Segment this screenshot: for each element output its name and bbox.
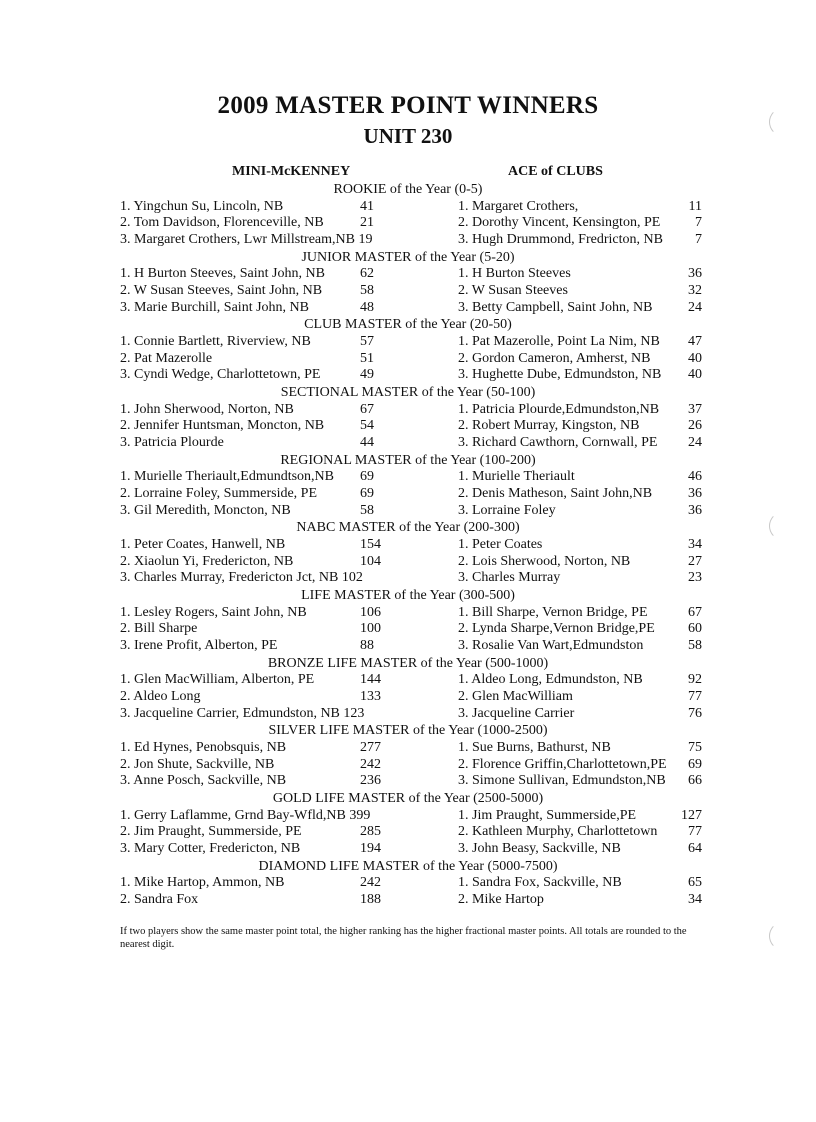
- winner-row: [0, 503, 816, 520]
- winner-row: [0, 215, 816, 232]
- mini-mckenney-winner-name: 2. Pat Mazerolle: [120, 350, 213, 366]
- section-title: ROOKIE of the Year (0-5): [333, 182, 483, 197]
- ace-of-clubs-winner-name: 2. Glen MacWilliam: [458, 688, 573, 704]
- mini-mckenney-winner-name: 1. John Sherwood, Norton, NB: [120, 401, 294, 417]
- ace-of-clubs-points: 24: [688, 299, 702, 315]
- mini-mckenney-points: 104: [360, 553, 381, 569]
- winner-row: [0, 334, 816, 351]
- mini-mckenney-points: 58: [360, 502, 374, 518]
- mini-mckenney-winner-name: 2. W Susan Steeves, Saint John, NB: [120, 282, 323, 298]
- ace-of-clubs-points: 32: [688, 282, 702, 298]
- section-title: CLUB MASTER of the Year (20-50): [304, 317, 512, 333]
- ace-of-clubs-winner-name: 1. Bill Sharpe, Vernon Bridge, PE: [458, 604, 648, 620]
- award-section: [0, 452, 816, 520]
- mini-mckenney-winner-name: 3. Irene Profit, Alberton, PE: [120, 637, 278, 653]
- ace-of-clubs-winner-name: 1. Sue Burns, Bathurst, NB: [458, 739, 611, 755]
- ace-of-clubs-points: 92: [688, 672, 702, 688]
- punch-hole-mark: [769, 108, 796, 136]
- ace-of-clubs-winner-name: 3. Simone Sullivan, Edmundston,NB: [458, 773, 666, 789]
- mini-mckenney-points: 236: [360, 773, 381, 789]
- ace-of-clubs-points: 7: [695, 215, 702, 231]
- ace-of-clubs-points: 36: [688, 502, 702, 518]
- ace-of-clubs-points: 23: [688, 570, 702, 586]
- mini-mckenney-points: 106: [360, 604, 381, 620]
- ace-of-clubs-points: 60: [688, 621, 702, 637]
- ace-of-clubs-winner-name: 1. Patricia Plourde,Edmundston,NB: [458, 401, 660, 417]
- mini-mckenney-winner-name: 3. Patricia Plourde: [120, 434, 224, 450]
- mini-mckenney-points: 285: [360, 824, 381, 840]
- ace-of-clubs-points: 66: [688, 773, 702, 789]
- award-section: [0, 858, 816, 909]
- award-section: [0, 722, 816, 790]
- ace-of-clubs-winner-name: 2. Florence Griffin,Charlottetown,PE: [458, 756, 667, 772]
- mini-mckenney-winner-name: 1. Yingchun Su, Lincoln, NB: [120, 198, 284, 214]
- mini-mckenney-winner-name: 2. Jim Praught, Summerside, PE: [120, 824, 302, 840]
- winner-row: [0, 418, 816, 435]
- mini-mckenney-winner-name: 2. Sandra Fox: [120, 891, 199, 907]
- award-section: [0, 655, 816, 723]
- winner-row: [0, 351, 816, 368]
- column-header-ace-of-clubs: ACE of CLUBS: [508, 164, 603, 179]
- ace-of-clubs-winner-name: 1. H Burton Steeves: [458, 266, 571, 282]
- ace-of-clubs-winner-name: 1. Sandra Fox, Sackville, NB: [458, 875, 622, 891]
- mini-mckenney-winner-name: 1. Murielle Theriault,Edmundtson,NB: [120, 469, 334, 485]
- mini-mckenney-winner-name: 2. Tom Davidson, Florenceville, NB: [120, 215, 324, 231]
- winner-row: [0, 199, 816, 216]
- winner-row: [0, 570, 816, 587]
- section-title: LIFE MASTER of the Year (300-500): [301, 587, 515, 603]
- mini-mckenney-winner-name: 3. Marie Burchill, Saint John, NB: [120, 299, 309, 315]
- ace-of-clubs-points: 69: [688, 756, 702, 772]
- section-title: BRONZE LIFE MASTER of the Year (500-1000): [267, 655, 549, 671]
- winner-row: [0, 824, 816, 841]
- winner-row: [0, 300, 816, 317]
- ace-of-clubs-points: 34: [688, 891, 702, 907]
- mini-mckenney-winner-name: 2. Jennifer Huntsman, Moncton, NB: [120, 418, 325, 434]
- mini-mckenney-winner-name: 2. Aldeo Long: [120, 688, 201, 704]
- winner-row: [0, 283, 816, 300]
- mini-mckenney-points: 21: [360, 215, 374, 231]
- ace-of-clubs-winner-name: 1. Murielle Theriault: [458, 469, 575, 485]
- mini-mckenney-winner-name: 3. Gil Meredith, Moncton, NB: [120, 502, 291, 518]
- ace-of-clubs-points: 26: [688, 418, 702, 434]
- mini-mckenney-points: 242: [360, 756, 381, 772]
- winner-row: [0, 554, 816, 571]
- winner-row: [0, 875, 816, 892]
- winner-row: [0, 672, 816, 689]
- ace-of-clubs-winner-name: 3. John Beasy, Sackville, NB: [458, 840, 621, 856]
- ace-of-clubs-points: 64: [688, 840, 702, 856]
- mini-mckenney-winner-name: 2. Bill Sharpe: [120, 621, 198, 637]
- winner-row: [0, 605, 816, 622]
- ace-of-clubs-points: 76: [688, 705, 702, 721]
- ace-of-clubs-winner-name: 2. Lois Sherwood, Norton, NB: [458, 553, 631, 569]
- award-section: [0, 316, 816, 384]
- mini-mckenney-points: 88: [360, 637, 374, 653]
- winner-row: [0, 402, 816, 419]
- ace-of-clubs-points: 7: [695, 231, 702, 247]
- ace-of-clubs-points: 77: [688, 688, 702, 704]
- mini-mckenney-points: 242: [360, 875, 381, 891]
- mini-mckenney-winner-name: 3. Anne Posch, Sackville, NB: [120, 773, 287, 789]
- ace-of-clubs-points: 24: [688, 434, 702, 450]
- mini-mckenney-points: 49: [360, 367, 374, 383]
- mini-mckenney-winner-name: 2. Lorraine Foley, Summerside, PE: [120, 485, 318, 501]
- mini-mckenney-winner-name: 3. Margaret Crothers, Lwr Millstream,NB 19: [120, 231, 373, 247]
- mini-mckenney-winner-name: 1. Lesley Rogers, Saint John, NB: [120, 604, 307, 620]
- ace-of-clubs-points: 77: [688, 824, 702, 840]
- mini-mckenney-points: 69: [360, 485, 374, 501]
- ace-of-clubs-points: 127: [681, 807, 702, 823]
- mini-mckenney-winner-name: 1. Ed Hynes, Penobsquis, NB: [120, 739, 287, 755]
- winner-row: [0, 469, 816, 486]
- page-subtitle: UNIT 230: [363, 124, 453, 148]
- mini-mckenney-points: 154: [360, 536, 381, 552]
- winner-row: [0, 266, 816, 283]
- ace-of-clubs-winner-name: 1. Peter Coates: [458, 536, 543, 552]
- winner-row: [0, 808, 816, 825]
- winner-row: [0, 367, 816, 384]
- mini-mckenney-winner-name: 1. Glen MacWilliam, Alberton, PE: [120, 672, 315, 688]
- mini-mckenney-winner-name: 3. Jacqueline Carrier, Edmundston, NB 123: [120, 705, 365, 721]
- ace-of-clubs-winner-name: 3. Charles Murray: [458, 570, 561, 586]
- winner-row: [0, 757, 816, 774]
- ace-of-clubs-winner-name: 3. Richard Cawthorn, Cornwall, PE: [458, 434, 658, 450]
- ace-of-clubs-winner-name: 2. Lynda Sharpe,Vernon Bridge,PE: [458, 621, 655, 637]
- award-sections: [0, 181, 816, 909]
- mini-mckenney-points: 62: [360, 266, 374, 282]
- ace-of-clubs-winner-name: 2. Kathleen Murphy, Charlottetown: [458, 824, 658, 840]
- award-section: [0, 587, 816, 655]
- ace-of-clubs-winner-name: 2. W Susan Steeves: [458, 282, 568, 298]
- ace-of-clubs-points: 65: [688, 875, 702, 891]
- mini-mckenney-points: 67: [360, 401, 374, 417]
- ace-of-clubs-points: 36: [688, 266, 702, 282]
- section-title: DIAMOND LIFE MASTER of the Year (5000-7500): [258, 858, 558, 874]
- winner-row: [0, 537, 816, 554]
- mini-mckenney-points: 57: [360, 333, 374, 349]
- ace-of-clubs-winner-name: 2. Gordon Cameron, Amherst, NB: [458, 350, 651, 366]
- ace-of-clubs-points: 46: [688, 469, 702, 485]
- section-title: REGIONAL MASTER of the Year (100-200): [280, 452, 536, 468]
- mini-mckenney-points: 188: [360, 891, 381, 907]
- section-title: NABC MASTER of the Year (200-300): [296, 520, 520, 536]
- mini-mckenney-winner-name: 3. Charles Murray, Fredericton Jct, NB 102: [120, 570, 363, 586]
- mini-mckenney-winner-name: 1. Mike Hartop, Ammon, NB: [120, 875, 285, 891]
- ace-of-clubs-points: 40: [688, 367, 702, 383]
- punch-hole-mark: [769, 512, 796, 540]
- ace-of-clubs-winner-name: 1. Jim Praught, Summerside,PE: [458, 807, 637, 823]
- punch-hole-mark: [769, 922, 796, 950]
- winner-row: [0, 706, 816, 723]
- ace-of-clubs-winner-name: 2. Robert Murray, Kingston, NB: [458, 418, 640, 434]
- mini-mckenney-winner-name: 1. H Burton Steeves, Saint John, NB: [120, 266, 325, 282]
- footnote: If two players show the same master point total, the higher ranking has the higher fractional master points. All totals are rounded to the nearest digit.: [120, 926, 687, 950]
- ace-of-clubs-winner-name: 1. Aldeo Long, Edmundston, NB: [458, 672, 643, 688]
- ace-of-clubs-points: 36: [688, 485, 702, 501]
- mini-mckenney-points: 277: [360, 739, 381, 755]
- ace-of-clubs-points: 75: [688, 739, 702, 755]
- ace-of-clubs-winner-name: 1. Pat Mazerolle, Point La Nim, NB: [458, 333, 660, 349]
- mini-mckenney-points: 144: [360, 672, 381, 688]
- ace-of-clubs-points: 27: [688, 553, 702, 569]
- mini-mckenney-winner-name: 2. Xiaolun Yi, Fredericton, NB: [120, 553, 294, 569]
- mini-mckenney-points: 100: [360, 621, 381, 637]
- winner-row: [0, 689, 816, 706]
- winner-row: [0, 435, 816, 452]
- ace-of-clubs-points: 58: [688, 637, 702, 653]
- award-section: [0, 790, 816, 858]
- ace-of-clubs-winner-name: 2. Dorothy Vincent, Kensington, PE: [458, 215, 661, 231]
- mini-mckenney-points: 133: [360, 688, 381, 704]
- ace-of-clubs-winner-name: 3. Lorraine Foley: [458, 502, 556, 518]
- mini-mckenney-points: 194: [360, 840, 381, 856]
- winner-row: [0, 621, 816, 638]
- section-title: GOLD LIFE MASTER of the Year (2500-5000): [272, 790, 544, 806]
- column-header-mini-mckenney: MINI-McKENNEY: [232, 164, 351, 179]
- ace-of-clubs-winner-name: 3. Hugh Drummond, Fredricton, NB: [458, 231, 663, 247]
- ace-of-clubs-points: 34: [688, 536, 702, 552]
- ace-of-clubs-points: 67: [688, 604, 702, 620]
- ace-of-clubs-winner-name: 1. Margaret Crothers,: [458, 198, 579, 214]
- award-section: [0, 384, 816, 452]
- ace-of-clubs-winner-name: 2. Mike Hartop: [458, 891, 544, 907]
- mini-mckenney-points: 44: [360, 434, 374, 450]
- mini-mckenney-winner-name: 1. Connie Bartlett, Riverview, NB: [120, 333, 311, 349]
- mini-mckenney-winner-name: 1. Gerry Laflamme, Grnd Bay-Wfld,NB 399: [120, 807, 371, 823]
- mini-mckenney-points: 51: [360, 350, 374, 366]
- award-section: [0, 519, 816, 587]
- section-title: SECTIONAL MASTER of the Year (50-100): [280, 384, 536, 400]
- ace-of-clubs-winner-name: 3. Rosalie Van Wart,Edmundston: [458, 637, 644, 653]
- mini-mckenney-winner-name: 2. Jon Shute, Sackville, NB: [120, 756, 275, 772]
- mini-mckenney-points: 48: [360, 299, 374, 315]
- mini-mckenney-points: 69: [360, 469, 374, 485]
- section-title: JUNIOR MASTER of the Year (5-20): [301, 249, 515, 265]
- mini-mckenney-points: 41: [360, 198, 374, 214]
- award-section: [0, 249, 816, 317]
- ace-of-clubs-winner-name: 2. Denis Matheson, Saint John,NB: [458, 485, 653, 501]
- ace-of-clubs-points: 40: [688, 350, 702, 366]
- winner-row: [0, 773, 816, 790]
- winner-row: [0, 892, 816, 909]
- winner-row: [0, 232, 816, 249]
- ace-of-clubs-points: 37: [688, 401, 702, 417]
- award-section: [0, 181, 816, 249]
- winner-row: [0, 841, 816, 858]
- mini-mckenney-points: 58: [360, 282, 374, 298]
- page-title: 2009 MASTER POINT WINNERS: [217, 92, 599, 119]
- winner-row: [0, 638, 816, 655]
- ace-of-clubs-points: 47: [688, 333, 702, 349]
- mini-mckenney-winner-name: 3. Mary Cotter, Fredericton, NB: [120, 840, 301, 856]
- mini-mckenney-winner-name: 1. Peter Coates, Hanwell, NB: [120, 536, 286, 552]
- winner-row: [0, 740, 816, 757]
- ace-of-clubs-winner-name: 3. Jacqueline Carrier: [458, 705, 575, 721]
- ace-of-clubs-winner-name: 3. Hughette Dube, Edmundston, NB: [458, 367, 662, 383]
- ace-of-clubs-points: 11: [688, 198, 702, 214]
- ace-of-clubs-winner-name: 3. Betty Campbell, Saint John, NB: [458, 299, 653, 315]
- section-title: SILVER LIFE MASTER of the Year (1000-2500): [268, 723, 548, 739]
- mini-mckenney-winner-name: 3. Cyndi Wedge, Charlottetown, PE: [120, 367, 321, 383]
- winner-row: [0, 486, 816, 503]
- mini-mckenney-points: 54: [360, 418, 374, 434]
